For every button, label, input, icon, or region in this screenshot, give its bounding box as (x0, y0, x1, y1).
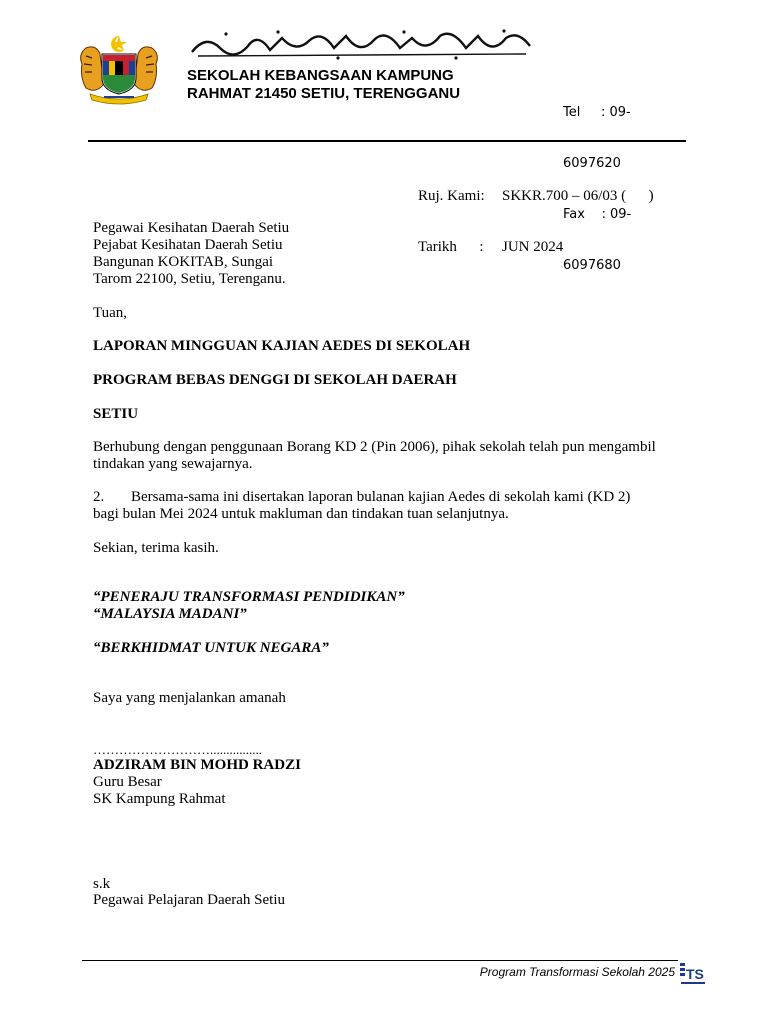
school-name-line1: SEKOLAH KEBANGSAAN KAMPUNG (187, 67, 454, 84)
signatory-name: ADZIRAM BIN MOHD RADZI (93, 757, 301, 773)
recipient-address (93, 220, 289, 288)
signature-dots: ………………………................ (93, 742, 262, 757)
paragraph-2 (93, 489, 630, 523)
tel-line2: 6097620 (563, 156, 621, 171)
subject-line2: PROGRAM BEBAS DENGGI DI SEKOLAH DAERAH (93, 372, 457, 388)
paragraph-1 (93, 439, 656, 473)
slogan-2: “MALAYSIA MADANI” (93, 606, 247, 622)
jawi-school-name (186, 26, 536, 62)
recipient-line: Pegawai Kesihatan Daerah Setiu (93, 220, 290, 236)
school-name-line2: RAHMAT 21450 SETIU, TERENGGANU (187, 85, 461, 102)
signatory-school: SK Kampung Rahmat (93, 791, 226, 807)
paragraph-2-line1: Bersama-sama ini disertakan laporan bulanan kajian Aedes di sekolah kami (KD 2) (131, 489, 631, 505)
cc-label: s.k (93, 876, 111, 892)
cc-recipient: Pegawai Pelajaran Daerah Setiu (93, 892, 286, 908)
slogan-1: “PENERAJU TRANSFORMASI PENDIDIKAN” (93, 589, 405, 605)
signatory-title: Guru Besar (93, 774, 162, 790)
coat-of-arms-icon (76, 34, 162, 106)
reference-block (418, 154, 654, 273)
tel-line1: Tel : 09- (563, 105, 631, 120)
footer-divider (82, 960, 678, 961)
footer-logo-text: TS (686, 966, 704, 982)
tarikh-value: JUN 2024 (502, 239, 564, 255)
subject-line1: LAPORAN MINGGUAN KAJIAN AEDES DI SEKOLAH (93, 338, 471, 354)
header-divider (88, 140, 686, 142)
recipient-line: Pejabat Kesihatan Daerah Setiu (93, 237, 283, 253)
recipient-line: Bangunan KOKITAB, Sungai (93, 254, 274, 270)
fax-line2: 6097680 (563, 258, 621, 273)
ruj-value: SKKR.700 – 06/03 ( ) (502, 188, 654, 204)
recipient-line: Tarom 22100, Setiu, Terenganu. (93, 271, 286, 287)
slogan-3: “BERKHIDMAT UNTUK NEGARA” (93, 640, 329, 656)
salutation: Tuan, (93, 305, 128, 321)
signature-trust: Saya yang menjalankan amanah (93, 690, 286, 706)
paragraph-1-line: Berhubung dengan penggunaan Borang KD 2 (Pin 2006), pihak sekolah telah pun mengambil (93, 439, 656, 455)
paragraph-2-line2: bagi bulan Mei 2024 untuk makluman dan tindakan tuan selanjutnya. (93, 506, 509, 522)
transformasi-logo-icon (679, 961, 707, 987)
footer-text: Program Transformasi Sekolah 2025 (479, 965, 675, 979)
paragraph-1-line: tindakan yang sewajarnya. (93, 456, 253, 472)
ruj-label: Ruj. Kami: (418, 188, 485, 204)
fax-line1: Fax : 09- (563, 207, 632, 222)
closing: Sekian, terima kasih. (93, 540, 219, 556)
tarikh-label: Tarikh : (418, 239, 484, 255)
subject-line3: SETIU (93, 406, 139, 422)
paragraph-2-number: 2. (93, 489, 105, 505)
